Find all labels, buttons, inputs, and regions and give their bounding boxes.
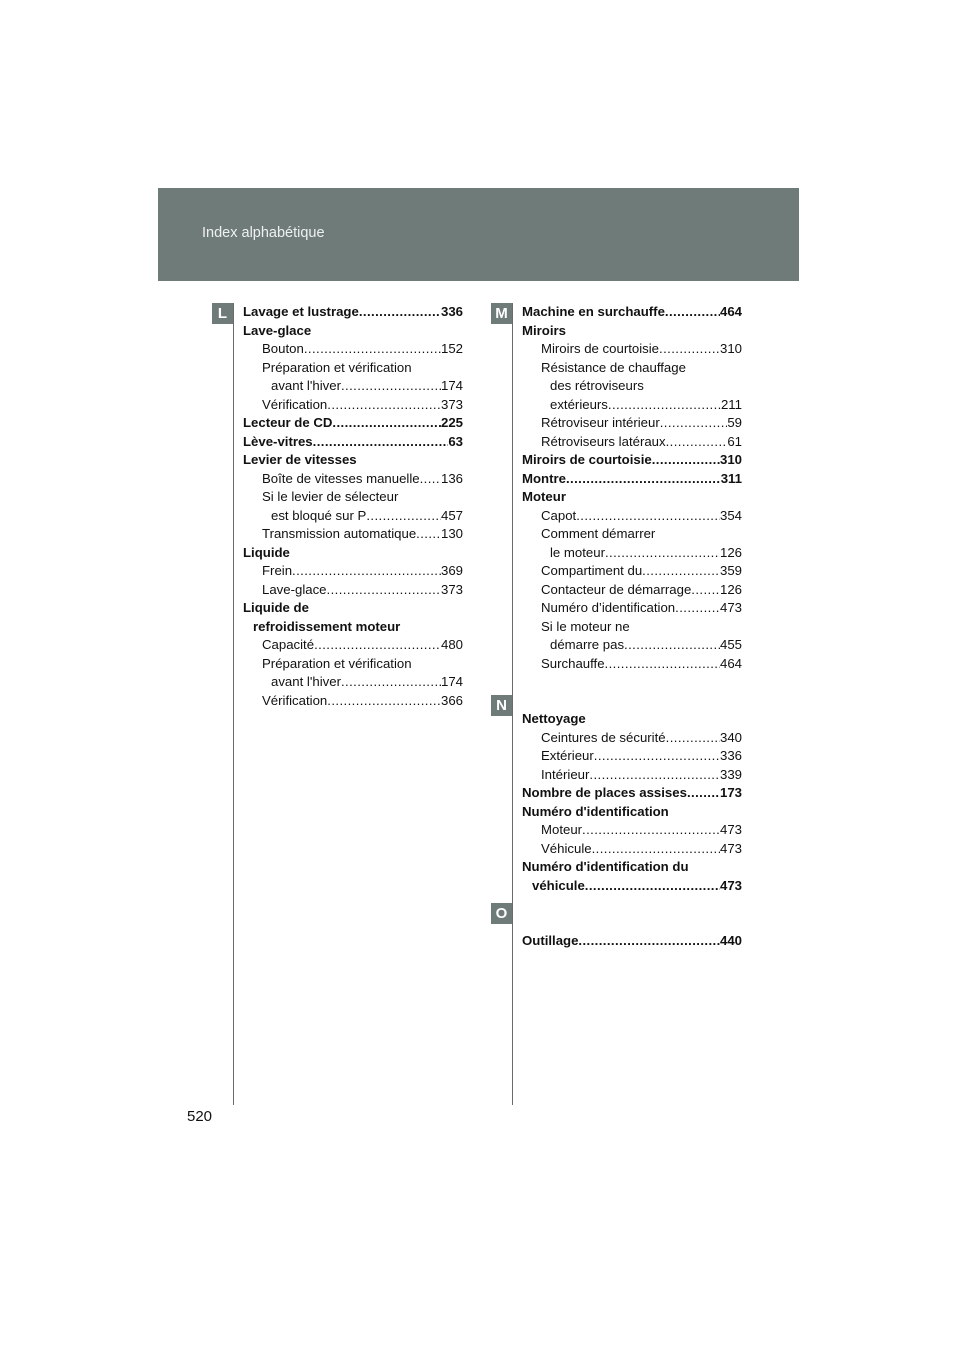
page-number: 520 [187,1108,213,1125]
entry-page: 336 [440,304,463,319]
entry-page: 354 [719,507,742,523]
dot-leader [608,396,721,415]
entry-term: Capot [541,507,577,523]
index-entry [522,655,742,674]
index-entry [522,377,742,396]
dot-leader [292,562,441,581]
entry-term: est bloqué sur P [271,507,367,523]
entry-page: 440 [719,933,742,948]
entry-term: Ceintures de sécurité [541,729,666,745]
index-entry [243,544,463,563]
section-gap [522,914,742,933]
entry-term: Moteur [541,822,583,837]
entry-term: Contacteur de démarrage [541,581,692,597]
entry-term: Frein [262,563,293,578]
index-entry [522,932,742,951]
entry-page: 225 [440,415,463,430]
entry-page: 369 [440,563,463,578]
section-gap [522,895,742,914]
index-entry [522,433,742,452]
entry-term: Préparation et vérification [262,655,412,671]
dot-leader [576,507,720,526]
dot-leader [665,303,720,322]
entry-page: 373 [440,396,463,412]
dot-leader [578,932,720,951]
dot-leader [327,692,441,711]
entry-page: 310 [719,341,742,356]
entry-term: Si le levier de sélecteur [262,489,399,504]
dot-leader [659,340,720,359]
entry-term: Miroirs de courtoisie [541,341,659,356]
entry-page: 473 [719,877,742,893]
section-gap [522,673,742,692]
entry-page: 336 [719,748,742,763]
index-entry [243,340,463,359]
index-entry [243,451,463,470]
entry-page: 152 [440,341,463,356]
index-entry [243,581,463,600]
entry-page: 61 [727,433,742,449]
dot-leader [605,655,720,674]
section-letter-m: M [491,303,512,324]
index-entry [522,396,742,415]
dot-leader [332,414,441,433]
entry-page: 126 [719,544,742,560]
entry-term: Montre [522,470,566,486]
dot-leader [592,840,720,859]
dot-leader [675,599,720,618]
entry-term: avant l'hiver [271,378,341,393]
entry-term: Numéro d'identification [522,803,669,819]
index-entry [522,451,742,470]
entry-page: 473 [719,822,742,837]
dot-leader [366,507,441,526]
entry-page: 211 [720,396,742,412]
index-entry [522,581,742,600]
dot-leader [304,340,441,359]
index-entry [522,507,742,526]
entry-term: Lave-glace [243,322,312,338]
dot-leader [642,562,720,581]
index-entry [243,618,463,637]
entry-page: 373 [440,581,463,597]
entry-page: 130 [440,526,463,541]
entry-page: 480 [440,637,463,652]
entry-term: Lecteur de CD [243,415,333,430]
entry-term: Liquide [243,544,290,560]
entry-page: 473 [719,840,742,856]
entry-term: véhicule [532,877,585,893]
entry-term: Compartiment du [541,563,643,578]
index-entry [243,377,463,396]
entry-term: Numéro d'identification du [522,859,689,874]
entry-term: Si le moteur ne [541,618,630,634]
dot-leader [666,433,728,452]
entry-term: Moteur [522,489,566,504]
index-entry [522,729,742,748]
column-divider-rule [512,303,513,1105]
entry-term: Liquide de [243,600,309,615]
dot-leader [691,581,720,600]
entry-term: avant l'hiver [271,674,341,689]
dot-leader [327,581,441,600]
index-entry [243,507,463,526]
index-entry [243,433,463,452]
dot-leader [624,636,720,655]
entry-page: 174 [440,378,463,393]
index-entry [522,488,742,507]
dot-leader [341,377,441,396]
entry-term: Machine en surchauffe [522,304,665,319]
entry-term: Véhicule [541,840,592,856]
entry-page: 359 [719,563,742,578]
entry-term: Intérieur [541,766,590,782]
entry-page: 59 [727,415,742,430]
entry-term: Levier de vitesses [243,452,357,467]
index-entry [243,636,463,655]
entry-page: 455 [719,637,742,652]
index-entry [522,322,742,341]
entry-page: 311 [720,470,742,486]
index-entry [243,655,463,674]
index-entry [522,303,742,322]
index-entry [243,562,463,581]
entry-term: Lève-vitres [243,433,313,449]
entry-page: 310 [719,452,742,467]
index-entry [243,488,463,507]
entry-term: Transmission automatique [262,526,417,541]
entry-term: Préparation et vérification [262,359,412,375]
entry-term: Miroirs [522,322,566,338]
dot-leader [313,433,449,452]
index-entry [243,359,463,378]
index-entry [522,414,742,433]
index-entry [522,470,742,489]
index-entry [522,340,742,359]
index-entry [522,877,742,896]
dot-leader [566,470,721,489]
entry-term: refroidissement moteur [253,618,401,634]
section-letter-l: L [212,303,233,324]
entry-term: Rétroviseurs latéraux [541,433,666,449]
index-entry [522,821,742,840]
entry-page: 174 [440,674,463,689]
index-entry [243,470,463,489]
index-entry [243,692,463,711]
dot-leader [314,636,441,655]
section-letter-o: O [491,903,512,924]
index-entry [522,858,742,877]
entry-term: Surchauffe [541,655,605,671]
dot-leader [341,673,441,692]
section-gap [522,692,742,711]
entry-term: Extérieur [541,748,594,763]
entry-term: Miroirs de courtoisie [522,452,652,467]
entry-page: 464 [719,655,742,671]
index-column-left [243,303,463,710]
index-entry [243,673,463,692]
dot-leader [327,396,441,415]
entry-page: 340 [719,729,742,745]
index-column-right [522,303,742,951]
entry-page: 457 [440,507,463,523]
entry-term: démarre pas [550,637,625,652]
index-entry [243,322,463,341]
dot-leader [582,821,720,840]
index-entry [243,396,463,415]
entry-term: des rétroviseurs [550,378,644,393]
left-margin-rule [233,303,234,1105]
dot-leader [666,729,720,748]
dot-leader [605,544,720,563]
entry-page: 464 [719,304,742,319]
entry-term: Bouton [262,341,304,356]
section-letter-n: N [491,695,512,716]
entry-term: Lavage et lustrage [243,304,359,319]
entry-page: 473 [719,600,742,615]
index-entry [522,525,742,544]
entry-term: Boîte de vitesses manuelle [262,470,420,486]
entry-term: Nettoyage [522,711,586,726]
dot-leader [416,525,441,544]
index-entry [522,599,742,618]
entry-page: 366 [440,692,463,708]
entry-term: Lave-glace [262,581,327,597]
entry-term: Comment démarrer [541,526,656,541]
entry-term: Outillage [522,933,579,948]
entry-page: 63 [448,433,463,449]
index-entry [243,525,463,544]
dot-leader [585,877,720,896]
index-entry [243,599,463,618]
dot-leader [594,747,720,766]
dot-leader [589,766,720,785]
header-title: Index alphabétique [202,225,325,241]
entry-term: Rétroviseur intérieur [541,415,660,430]
dot-leader [420,470,441,489]
entry-term: Résistance de chauffage [541,359,686,375]
index-entry [522,784,742,803]
index-entry [522,618,742,637]
entry-term: Vérification [262,396,328,412]
dot-leader [687,784,720,803]
index-entry [522,544,742,563]
index-entry [243,303,463,322]
entry-term: Vérification [262,692,328,708]
page-header [158,188,799,281]
entry-term: Nombre de places assises [522,785,687,800]
index-entry [522,710,742,729]
entry-page: 339 [719,766,742,782]
index-entry [243,414,463,433]
index-entry [522,636,742,655]
entry-page: 136 [440,470,463,486]
dot-leader [652,451,720,470]
entry-term: Capacité [262,637,315,652]
entry-term: extérieurs [550,396,608,412]
index-entry [522,359,742,378]
index-entry [522,840,742,859]
dot-leader [359,303,441,322]
entry-page: 126 [719,581,742,597]
index-entry [522,766,742,785]
entry-term: Numéro d’identification [541,600,676,615]
entry-term: le moteur [550,544,605,560]
dot-leader [660,414,728,433]
index-entry [522,803,742,822]
index-entry [522,562,742,581]
index-entry [522,747,742,766]
entry-page: 173 [719,785,742,800]
